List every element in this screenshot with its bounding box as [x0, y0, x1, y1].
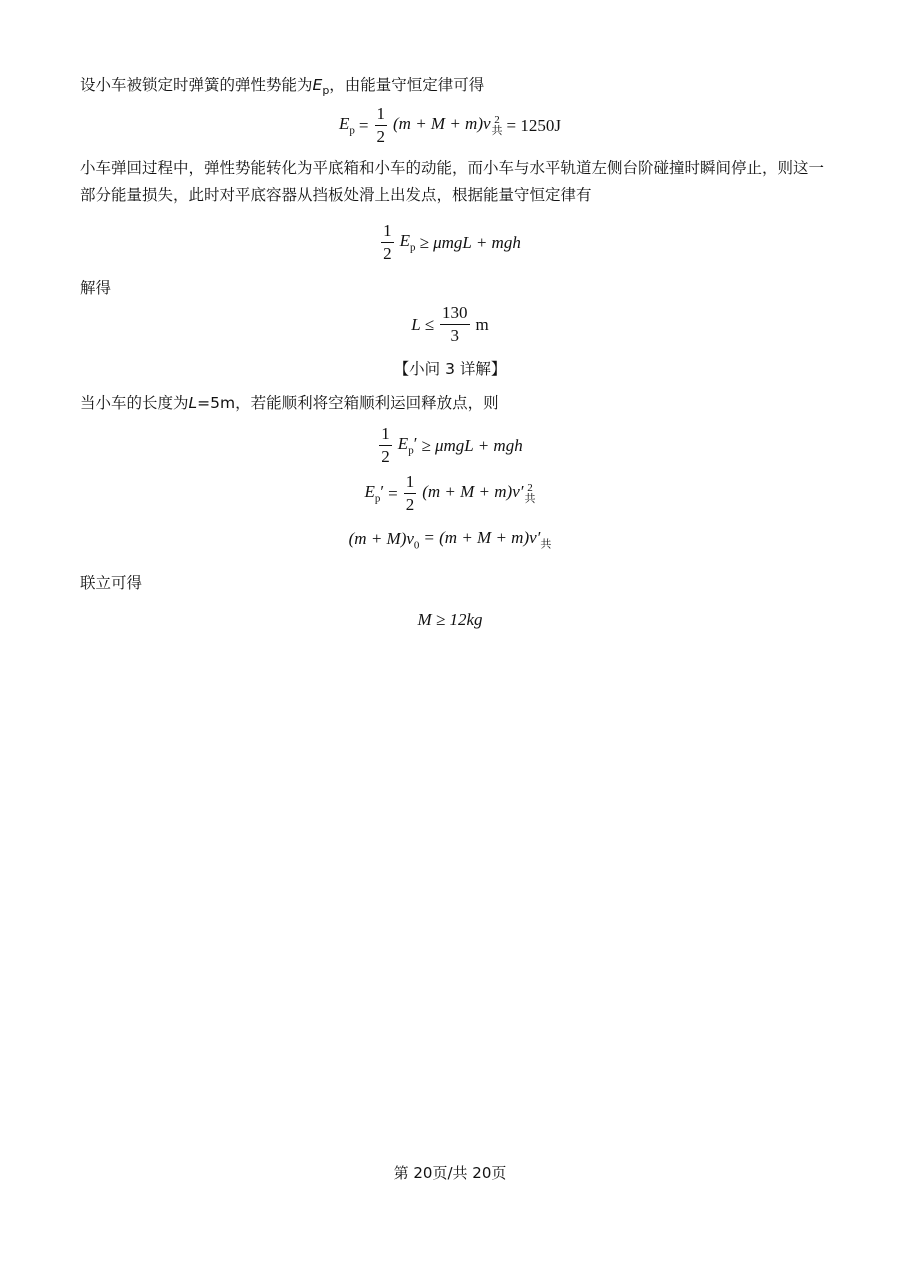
equation-prime-inequality — [0, 424, 900, 467]
eq4-num: 1 — [379, 424, 392, 446]
part3-intro — [80, 390, 825, 417]
eq2-fraction — [381, 221, 394, 264]
eq5-equals: = — [388, 483, 398, 503]
eq5-lhs-sub: p — [374, 492, 381, 505]
eq1-lhs: E — [339, 114, 350, 134]
equation-length-bound — [0, 303, 900, 346]
eq3-num: 130 — [440, 303, 470, 325]
eq3-den: 3 — [450, 326, 459, 345]
intro-text-b: ，由能量守恒定律可得 — [329, 76, 485, 94]
equation-momentum — [0, 528, 900, 551]
eq5-sub: 共 — [524, 492, 536, 505]
eq2-den: 2 — [383, 244, 392, 263]
eq4-rhs: ≥ μmgL + mgh — [421, 435, 523, 455]
section-heading: 【小问 3 详解】 — [393, 360, 507, 378]
eq3-fraction — [440, 303, 470, 346]
intro-text-a: 设小车被锁定时弹簧的弹性势能为 — [80, 76, 313, 94]
equation-mass-result — [0, 610, 900, 630]
eq1-equals: = — [358, 115, 369, 135]
eq1-sub: 共 — [491, 124, 503, 137]
eq3-lhs: L ≤ — [411, 314, 434, 334]
eq4-fraction — [379, 424, 392, 467]
eq4-prime: ′ — [413, 434, 418, 454]
eq5-lhs: E — [364, 482, 375, 502]
page-footer: 第 20页/共 20页 — [393, 1164, 507, 1182]
equation-energy-inequality — [0, 221, 900, 264]
eq6-lhs: (m + M)v — [348, 528, 414, 548]
eq5-body: (m + M + m)v′ — [422, 482, 524, 502]
eq5-sup: 2 — [527, 481, 533, 494]
eq3-unit: m — [475, 314, 489, 334]
eq5-num: 1 — [404, 472, 417, 494]
combine-label: 联立可得 — [80, 574, 143, 592]
rebound-paragraph: 小车弹回过程中，弹性势能转化为平底箱和小车的动能，而小车与水平轨道左侧台阶碰撞时瞬间停止，则这一部分能量损失，此时对平底容器从挡板处滑上出发点，根据能量守恒定律有 — [80, 159, 825, 204]
equation-energy — [0, 104, 900, 147]
eq4-den: 2 — [381, 447, 390, 466]
ep-symbol: E — [312, 76, 323, 94]
solve-label: 解得 — [80, 279, 112, 297]
eq4-lhs-sub: p — [408, 444, 414, 457]
part3-symbol: L — [188, 394, 198, 412]
eq1-den: 2 — [376, 127, 385, 146]
eq2-lhs-sub: p — [410, 241, 416, 254]
part3-text-a: 当小车的长度为 — [80, 394, 189, 412]
eq5-prime: ′ — [380, 482, 385, 502]
eq1-sup: 2 — [494, 113, 500, 126]
eq7-text: M ≥ 12kg — [417, 610, 483, 629]
eq5-den: 2 — [405, 495, 415, 514]
eq1-rhs: = 1250J — [506, 115, 561, 135]
eq1-lhs-sub: p — [349, 124, 355, 137]
equation-prime-energy — [0, 472, 900, 515]
part3-text-b: =5m，若能顺利将空箱顺利运回释放点，则 — [197, 394, 499, 412]
ep-subscript: p — [322, 84, 330, 98]
eq4-lhs: E — [397, 434, 409, 454]
eq6-rhs-sub: 共 — [540, 538, 552, 551]
eq5-fraction — [404, 472, 417, 515]
eq6-lhs-sub: 0 — [413, 538, 420, 551]
eq2-lhs: E — [399, 231, 411, 251]
eq6-rhs: = (m + M + m)v′ — [423, 528, 541, 547]
eq1-body: (m + M + m)v — [393, 114, 491, 134]
eq2-rhs: ≥ μmgL + mgh — [419, 232, 521, 252]
intro-line — [80, 72, 825, 104]
eq2-num: 1 — [381, 221, 394, 243]
eq1-fraction — [375, 104, 388, 147]
eq1-num: 1 — [375, 104, 388, 126]
